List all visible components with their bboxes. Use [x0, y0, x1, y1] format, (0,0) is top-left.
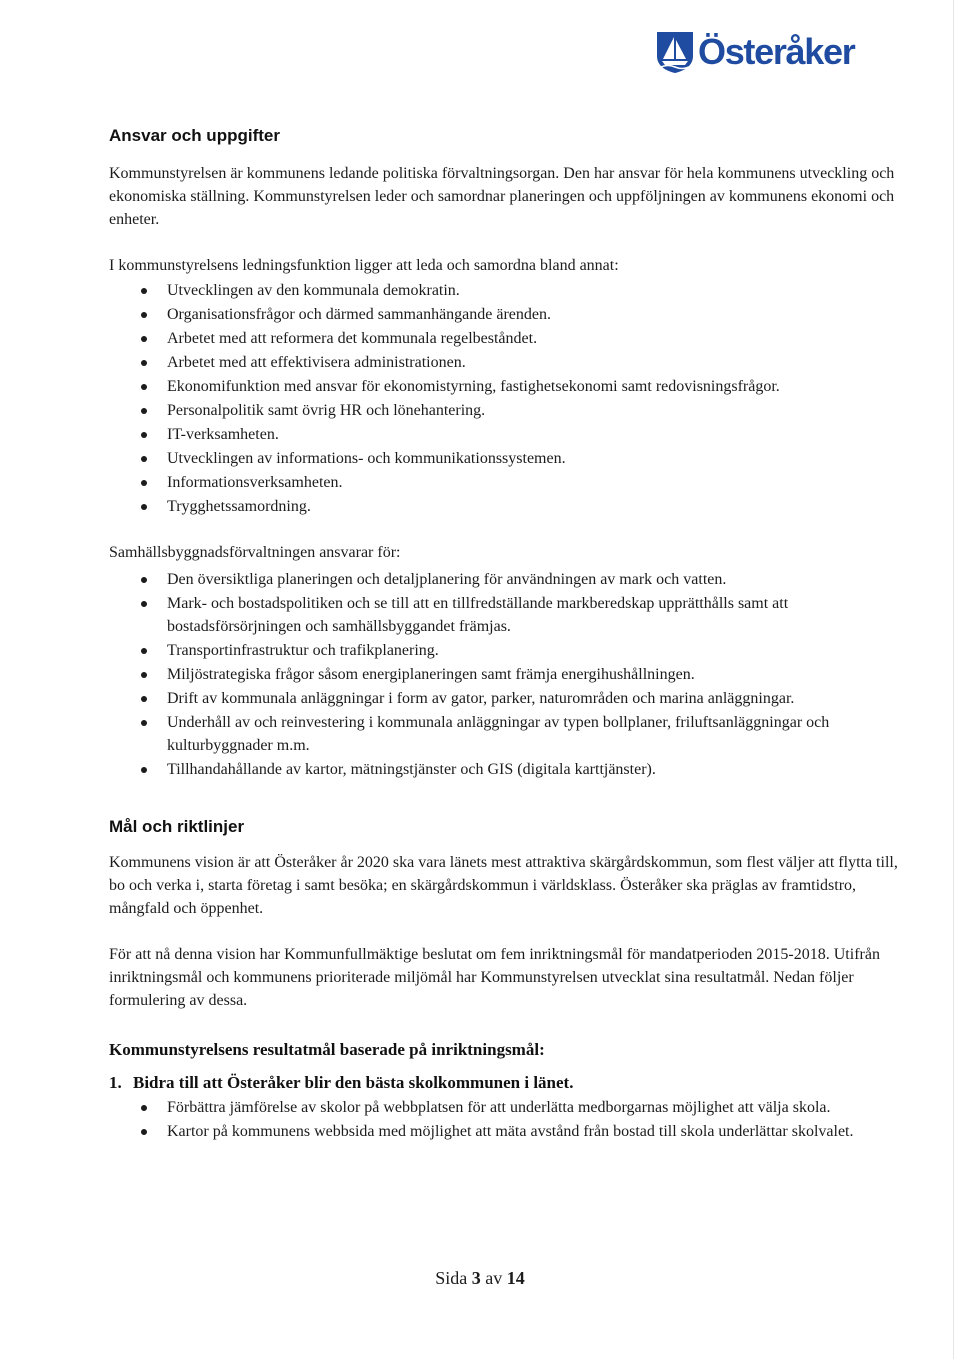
list-item: Mark- och bostadspolitiken och se till att en tillfredställande markberedskap upprätthålls samt att bostadsförsörjningen och samhällsbyggandet främjas.: [109, 592, 899, 638]
list-item: Ekonomifunktion med ansvar för ekonomistyrning, fastighetsekonomi samt redovisningsfrågor.: [109, 375, 899, 398]
page-total: 14: [506, 1268, 525, 1288]
list-item: Arbetet med att effektivisera administrationen.: [109, 351, 899, 374]
subheading-resultatmal: Kommunstyrelsens resultatmål baserade på inriktningsmål:: [109, 1040, 545, 1059]
page-middle: av: [485, 1268, 503, 1288]
page-current: 3: [471, 1268, 481, 1288]
goal-number: 1.: [109, 1073, 122, 1092]
goal-title: Bidra till att Österåker blir den bästa skolkommunen i länet.: [133, 1073, 574, 1092]
section-heading-ansvar: Ansvar och uppgifter: [109, 126, 280, 145]
logo-wordmark: Österåker: [698, 31, 855, 72]
list-item: Organisationsfrågor och därmed sammanhängande ärenden.: [109, 303, 899, 326]
section-heading-mal: Mål och riktlinjer: [109, 817, 245, 836]
list-item: Utvecklingen av den kommunala demokratin.: [109, 279, 899, 302]
list-item: Utvecklingen av informations- och kommunikationssystemen.: [109, 447, 899, 470]
bullet-list-goal: [109, 1096, 899, 1143]
list-item: IT-verksamheten.: [109, 423, 899, 446]
list-item: Underhåll av och reinvestering i kommunala anläggningar av typen bollplaner, friluftsanläggningar och kulturbyggnader m.m.: [109, 711, 899, 757]
paragraph: I kommunstyrelsens ledningsfunktion ligger att leda och samordna bland annat:: [109, 257, 619, 274]
list-item: Miljöstrategiska frågor såsom energiplaneringen samt främja energihushållningen.: [109, 663, 899, 686]
bullet-list-ledningsfunktion: [109, 279, 899, 518]
osteraker-logo: [655, 30, 854, 74]
paragraph: Kommunens vision är att Österåker år 2020 ska vara länets mest attraktiva skärgårdskommun, som flest väljer att flytta till, bo och verka i, starta företag i samt besöka; en skärgårdskommun i världsklass. Österåker ska präglas av framtidstro, mångfald och öppenhet.: [109, 854, 898, 917]
list-item: Trygghetssamordning.: [109, 495, 899, 518]
sailboat-shield-icon: [655, 30, 695, 74]
list-item: Drift av kommunala anläggningar i form av gator, parker, naturområden och marina anläggningar.: [109, 687, 899, 710]
bullet-list-samhallsbyggnad: [109, 568, 899, 781]
list-item: Den översiktliga planeringen och detaljplanering för användningen av mark och vatten.: [109, 568, 899, 591]
paragraph: För att nå denna vision har Kommunfullmäktige beslutat om fem inriktningsmål för mandatperioden 2015-2018. Utifrån inriktningsmål och kommunens prioriterade miljömål har Kommunstyrelsen utvecklat sina resultatmål. Nedan följer formulering av dessa.: [109, 946, 880, 1009]
list-item: Informationsverksamheten.: [109, 471, 899, 494]
list-item: Kartor på kommunens webbsida med möjlighet att mäta avstånd från bostad till skola underlättar skolvalet.: [109, 1120, 899, 1143]
list-item: Personalpolitik samt övrig HR och lönehantering.: [109, 399, 899, 422]
list-item: Tillhandahållande av kartor, mätningstjänster och GIS (digitala karttjänster).: [109, 758, 899, 781]
paragraph: Kommunstyrelsen är kommunens ledande politiska förvaltningsorgan. Den har ansvar för hela kommunens utveckling och ekonomiska ställning. Kommunstyrelsen leder och samordnar planeringen och uppföljningen av kommunens ekonomi och enheter.: [109, 165, 895, 228]
page-edge: [953, 0, 954, 1359]
page-prefix: Sida: [435, 1268, 468, 1288]
list-item: Transportinfrastruktur och trafikplanering.: [109, 639, 899, 662]
goal-heading: [109, 1071, 899, 1094]
document-body: [109, 124, 899, 1166]
page-number: [0, 1268, 960, 1289]
paragraph: Samhällsbyggnadsförvaltningen ansvarar för:: [109, 544, 401, 561]
list-item: Arbetet med att reformera det kommunala regelbeståndet.: [109, 327, 899, 350]
list-item: Förbättra jämförelse av skolor på webbplatsen för att underlätta medborgarnas möjlighet att välja skola.: [109, 1096, 899, 1119]
